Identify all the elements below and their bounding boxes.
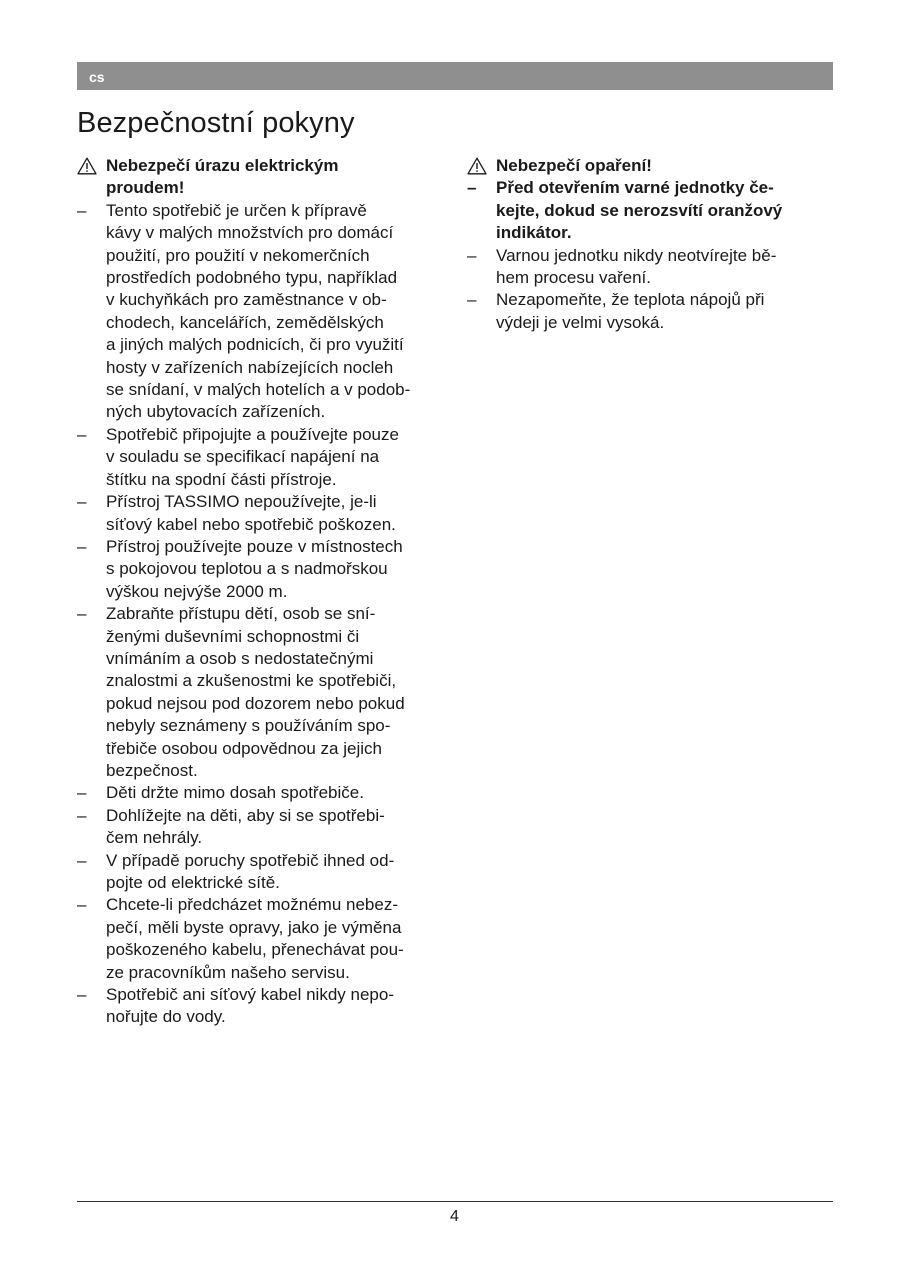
list-item	[77, 805, 449, 850]
list-item-line: Před otevřením varné jednotky če-	[496, 178, 774, 198]
warning-heading-text	[106, 155, 449, 200]
list-item	[77, 894, 449, 984]
language-code: cs	[89, 69, 105, 85]
scald-warning-heading	[467, 155, 833, 177]
list-dash: –	[467, 245, 477, 265]
list-item-line: ných ubytovacích zařízeních.	[106, 402, 326, 422]
list-item-line: chodech, kancelářích, zemědělských	[106, 312, 384, 332]
list-item-line: štítku na spodní části přístroje.	[106, 469, 337, 489]
list-item	[467, 177, 833, 244]
list-item-line: Přístroj používejte pouze v místnostech	[106, 536, 403, 556]
list-item-line: síťový kabel nebo spotřebič poškozen.	[106, 514, 396, 534]
heading-line: Nebezpečí úrazu elektrickým	[106, 156, 339, 175]
list-item	[77, 603, 449, 782]
left-column	[77, 155, 449, 1029]
list-item	[77, 782, 449, 804]
electric-shock-warning-heading	[77, 155, 449, 200]
list-item	[77, 200, 449, 424]
list-item-line: Nezapomeňte, že teplota nápojů při	[496, 290, 765, 310]
list-item-line: bezpečnost.	[106, 760, 198, 780]
list-item-line: kejte, dokud se nerozsvítí oranžový	[496, 200, 783, 220]
list-item-line: poškozeného kabelu, přenechávat pou-	[106, 940, 404, 960]
warning-heading-text	[496, 155, 833, 177]
warning-triangle-icon	[467, 157, 487, 175]
list-item-line: pečí, měli byste opravy, jako je výměna	[106, 917, 402, 937]
list-item-line: pojte od elektrické sítě.	[106, 873, 280, 892]
list-item-line: nořujte do vody.	[106, 1007, 226, 1027]
warning-triangle-icon	[77, 157, 97, 175]
list-item-line: ze pracovníkům našeho servisu.	[106, 962, 350, 982]
list-item	[77, 536, 449, 603]
list-item-line: třebiče osobou odpovědnou za jejich	[106, 738, 382, 758]
list-item-line: ženými duševními schopnostmi či	[106, 626, 360, 646]
list-item-line: v kuchyňkách pro zaměstnance v ob-	[106, 290, 387, 310]
list-item	[467, 245, 833, 290]
list-item-line: Varnou jednotku nikdy neotvírejte bě-	[496, 245, 777, 265]
list-item-line: Děti držte mimo dosah spotřebiče.	[106, 783, 364, 803]
list-dash: –	[77, 850, 87, 870]
list-item-line: Chcete-li předcházet možnému nebez-	[106, 895, 398, 915]
list-dash: –	[77, 985, 87, 1005]
list-dash: –	[467, 290, 477, 310]
list-item-line: prostředích podobného typu, například	[106, 268, 398, 288]
list-item-line: hosty v zařízeních nabízejících nocleh	[106, 357, 394, 377]
list-item-line: se snídaní, v malých hotelích a v podob-	[106, 380, 411, 400]
list-item-line: nebyly seznámeny s používáním spo-	[106, 716, 391, 736]
list-item-line: znalostmi a zkušenostmi ke spotřebiči,	[106, 671, 397, 691]
list-item-line: a jiných malých podnicích, či pro využití	[106, 335, 404, 355]
list-dash: –	[77, 895, 87, 915]
heading-line: Nebezpečí opaření!	[496, 156, 652, 175]
list-item	[77, 424, 449, 491]
list-item	[77, 984, 449, 1029]
list-item-line: V případě poruchy spotřebič ihned od-	[106, 850, 395, 870]
list-item	[77, 850, 449, 895]
list-item-line: indikátor.	[496, 223, 572, 243]
list-dash: –	[77, 200, 87, 220]
page-title: Bezpečnostní pokyny	[77, 107, 355, 139]
left-list	[77, 200, 449, 1029]
list-item-line: v souladu se specifikací napájení na	[106, 447, 380, 467]
list-dash: –	[77, 805, 87, 825]
list-item	[77, 491, 449, 536]
list-dash: –	[77, 424, 87, 444]
language-bar	[77, 62, 833, 90]
list-item-line: hem procesu vaření.	[496, 268, 651, 288]
list-item-line: výškou nejvýše 2000 m.	[106, 581, 288, 601]
list-dash: –	[467, 178, 477, 198]
footer-divider	[77, 1201, 833, 1202]
right-column	[467, 155, 833, 334]
list-item-line: Spotřebič ani síťový kabel nikdy nepo-	[106, 985, 394, 1005]
list-item-line: Dohlížejte na děti, aby si se spotřebi-	[106, 805, 385, 825]
list-item-line: Spotřebič připojujte a používejte pouze	[106, 424, 399, 444]
heading-line: proudem!	[106, 178, 185, 198]
page-number: 4	[450, 1208, 459, 1225]
list-item-line: Přístroj TASSIMO nepoužívejte, je-li	[106, 492, 377, 512]
list-item-line: výdeji je velmi vysoká.	[496, 312, 665, 332]
list-item-line: čem nehrály.	[106, 828, 203, 848]
list-item-line: kávy v malých množstvích pro domácí	[106, 223, 394, 243]
list-dash: –	[77, 492, 87, 512]
list-item-line: Zabraňte přístupu dětí, osob se sní-	[106, 604, 376, 624]
list-dash: –	[77, 536, 87, 556]
list-item-line: vnímáním a osob s nedostatečnými	[106, 648, 374, 668]
list-dash: –	[77, 604, 87, 624]
list-item-line: použití, pro použití v nekomerčních	[106, 245, 370, 265]
right-list	[467, 177, 833, 334]
list-item	[467, 289, 833, 334]
list-dash: –	[77, 783, 87, 803]
list-item-line: s pokojovou teplotou a s nadmořskou	[106, 559, 388, 579]
list-item-line: pokud nejsou pod dozorem nebo pokud	[106, 693, 405, 713]
list-item-line: Tento spotřebič je určen k přípravě	[106, 200, 367, 220]
